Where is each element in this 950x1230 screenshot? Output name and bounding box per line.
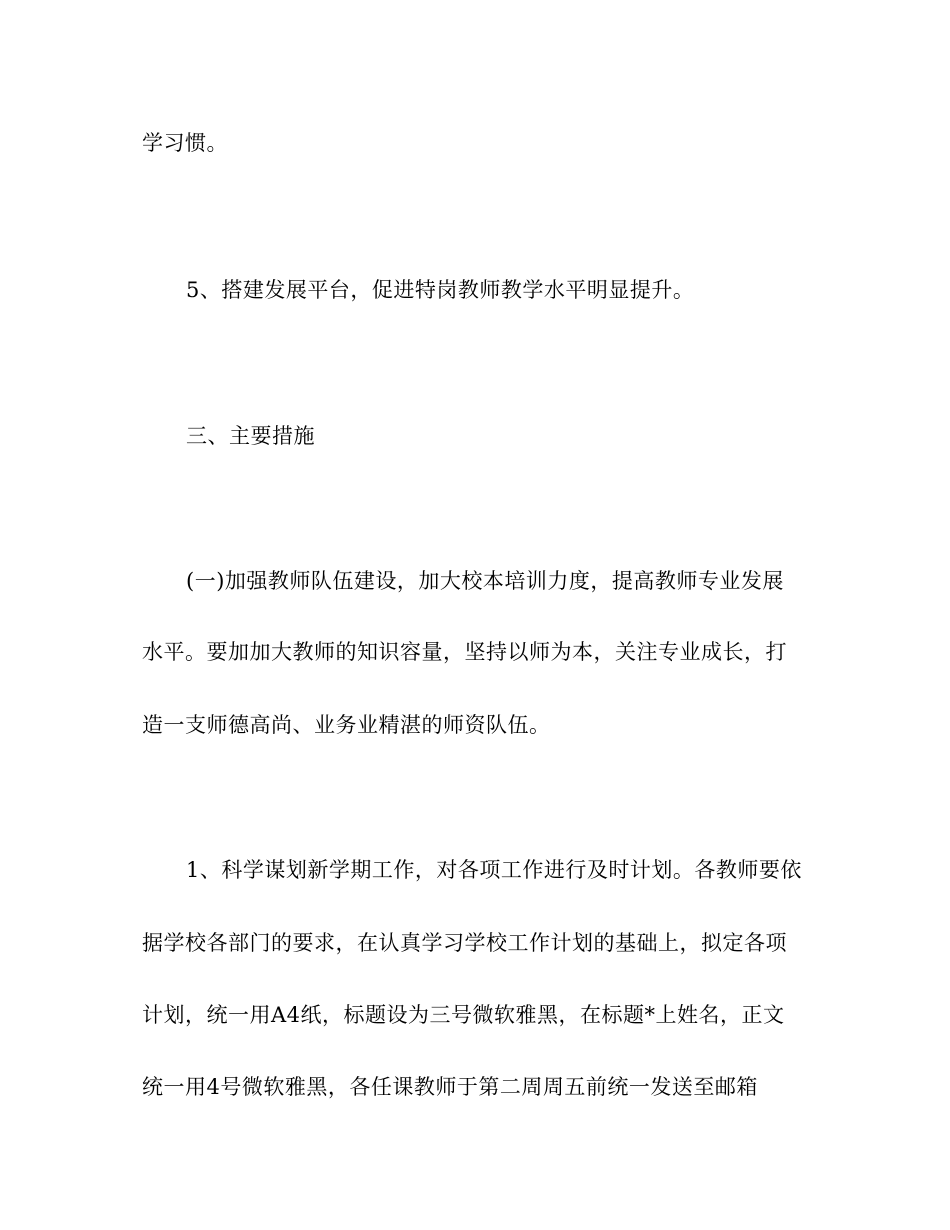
paragraph-line: 统一用4号微软雅黑，各任课教师于第二周周五前统一发送至邮箱 <box>142 1075 758 1099</box>
paragraph-line: 据学校各部门的要求，在认真学习学校工作计划的基础上，拟定各项 <box>142 931 787 955</box>
paragraph-line: 水平。要加加大教师的知识容量，坚持以师为本，关注专业成长，打 <box>142 640 787 664</box>
section-heading-measures: 三、主要措施 <box>186 424 315 448</box>
paragraph-line-item-5: 5、搭建发展平台，促进特岗教师教学水平明显提升。 <box>186 278 695 302</box>
paragraph-line-item-1: 1、科学谋划新学期工作，对各项工作进行及时计划。各教师要依 <box>186 858 802 882</box>
paragraph-line: 计划，统一用A4纸，标题设为三号微软雅黑，在标题*上姓名，正文 <box>142 1003 785 1027</box>
paragraph-line: 造一支师德高尚、业务业精湛的师资队伍。 <box>142 713 551 737</box>
paragraph-line-subsection-1: (一)加强教师队伍建设，加大校本培训力度，提高教师专业发展 <box>186 569 784 593</box>
paragraph-line-continuation: 学习惯。 <box>142 131 228 155</box>
